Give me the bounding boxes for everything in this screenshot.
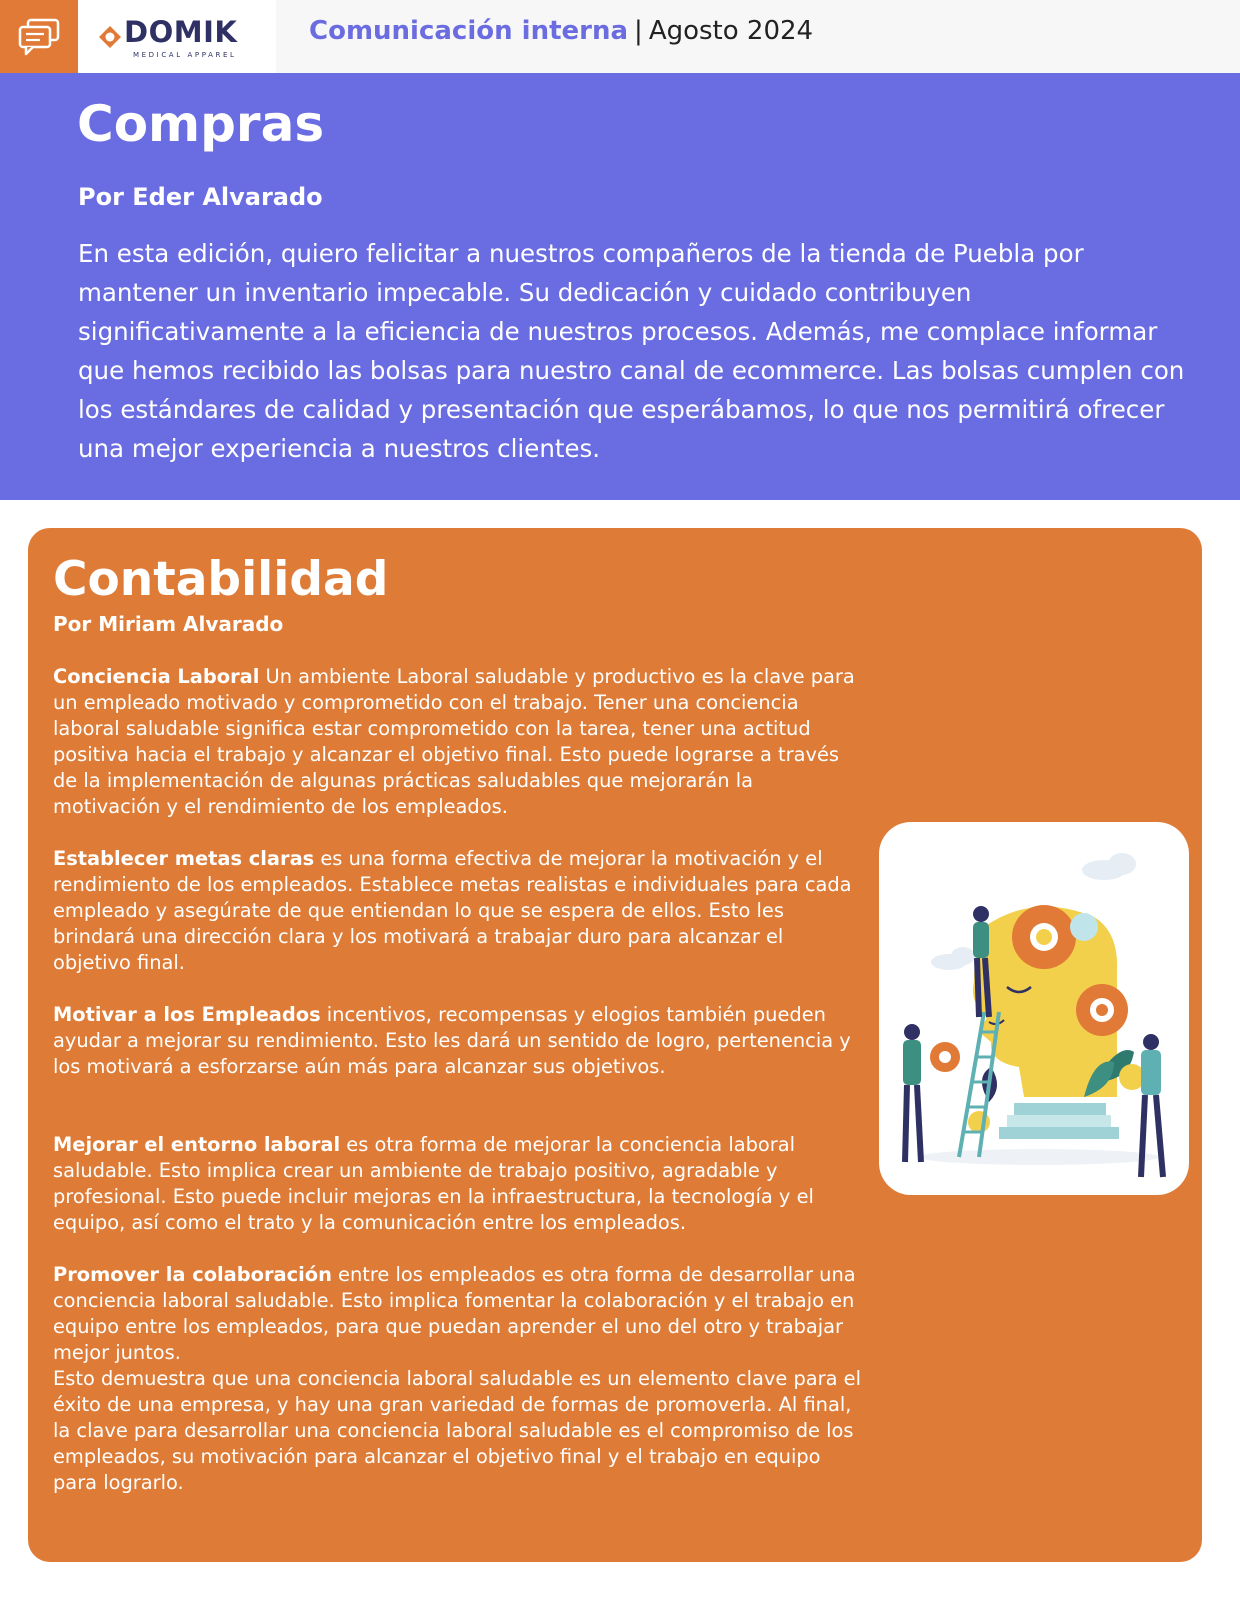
section-author: Por Miriam Alvarado bbox=[53, 612, 284, 636]
paragraph bbox=[53, 1262, 863, 1496]
brand-logo bbox=[78, 0, 276, 73]
newsletter-title bbox=[309, 16, 813, 46]
brand-tagline: MEDICAL APPAREL bbox=[133, 51, 237, 59]
teamwork-head-gears-icon bbox=[879, 822, 1189, 1195]
paragraph bbox=[53, 1002, 863, 1080]
title-separator: | bbox=[634, 16, 643, 46]
newsletter-date: Agosto 2024 bbox=[648, 16, 814, 46]
paragraph-text: incentivos, recompensas y elogios también pueden ayudar a mejorar su rendimiento. Esto les dará un sentido de logro, pertenencia y los motivará a esforzarse aún más para alcanzar sus objetivos. bbox=[53, 1003, 851, 1078]
paragraph-text: Un ambiente Laboral saludable y productivo es la clave para un empleado motivado y comprometido con el trabajo. Tener una conciencia laboral saludable significa estar comprometido con la tarea, tener una actitud positiva hacia el trabajo y alcanzar el objetivo final. Esto puede lograrse a través de la implementación de algunas prácticas saludables que mejorarán la motivación y el rendimiento de los empleados. bbox=[53, 665, 855, 818]
paragraph-lead: Promover la colaboración bbox=[53, 1263, 332, 1286]
paragraph-text: entre los empleados es otra forma de desarrollar una conciencia laboral saludable. Esto implica fomentar la colaboración y el trabajo en equipo entre los empleados, para que puedan aprender el uno del otro y trabajar mejor juntos. bbox=[53, 1263, 856, 1364]
paragraph-lead: Establecer metas claras bbox=[53, 847, 315, 870]
newsletter-name: Comunicación interna bbox=[309, 16, 629, 46]
section-title: Contabilidad bbox=[53, 552, 389, 607]
section-author: Por Eder Alvarado bbox=[78, 183, 323, 211]
section-compras bbox=[0, 73, 1240, 500]
section-contabilidad bbox=[28, 528, 1202, 1562]
brand-name: DOMIK bbox=[124, 15, 238, 49]
chat-icon-box bbox=[0, 0, 78, 73]
closing-text: Esto demuestra que una conciencia laboral saludable es un elemento clave para el éxito de una empresa, y hay una gran variedad de formas de promoverla. Al final, la clave para desarrollar una conciencia laboral saludable es el compromiso de los empleados, su motivación para alcanzar el objetivo final y el trabajo en equipo para lograrlo. bbox=[53, 1367, 861, 1494]
teamwork-illustration bbox=[879, 822, 1189, 1195]
paragraph-lead: Mejorar el entorno laboral bbox=[53, 1133, 341, 1156]
paragraph bbox=[53, 664, 863, 820]
paragraph-lead: Conciencia Laboral bbox=[53, 665, 260, 688]
section-title: Compras bbox=[77, 95, 325, 153]
paragraph-text: es otra forma de mejorar la conciencia laboral saludable. Esto implica crear un ambiente de trabajo positivo, agradable y profesional. Esto puede incluir mejoras en la infraestructura, la tecnología y el equipo, así como el trato y la comunicación entre los empleados. bbox=[53, 1133, 814, 1234]
brand-logo-mark-icon bbox=[98, 25, 122, 49]
section-body: En esta edición, quiero felicitar a nuestros compañeros de la tienda de Puebla por mantener un inventario impecable. Su dedicación y cuidado contribuyen significativamente a la eficiencia de nuestros procesos. Además, me complace informar que hemos recibido las bolsas para nuestro canal de ecommerce. Las bolsas cumplen con los estándares de calidad y presentación que esperábamos, lo que nos permitirá ofrecer una mejor experiencia a nuestros clientes. bbox=[78, 239, 1185, 463]
paragraph-text: es una forma efectiva de mejorar la motivación y el rendimiento de los empleados. Establece metas realistas e individuales para cada empleado y asegúrate de que entiendan lo que se espera de ellos. Esto les brindará una dirección clara y los motivará a trabajar duro para alcanzar el objetivo final. bbox=[53, 847, 852, 974]
chat-icon bbox=[18, 18, 60, 56]
paragraph bbox=[53, 846, 863, 976]
paragraph bbox=[53, 1132, 863, 1236]
paragraph-lead: Motivar a los Empleados bbox=[53, 1003, 321, 1026]
header-bar bbox=[0, 0, 1240, 73]
